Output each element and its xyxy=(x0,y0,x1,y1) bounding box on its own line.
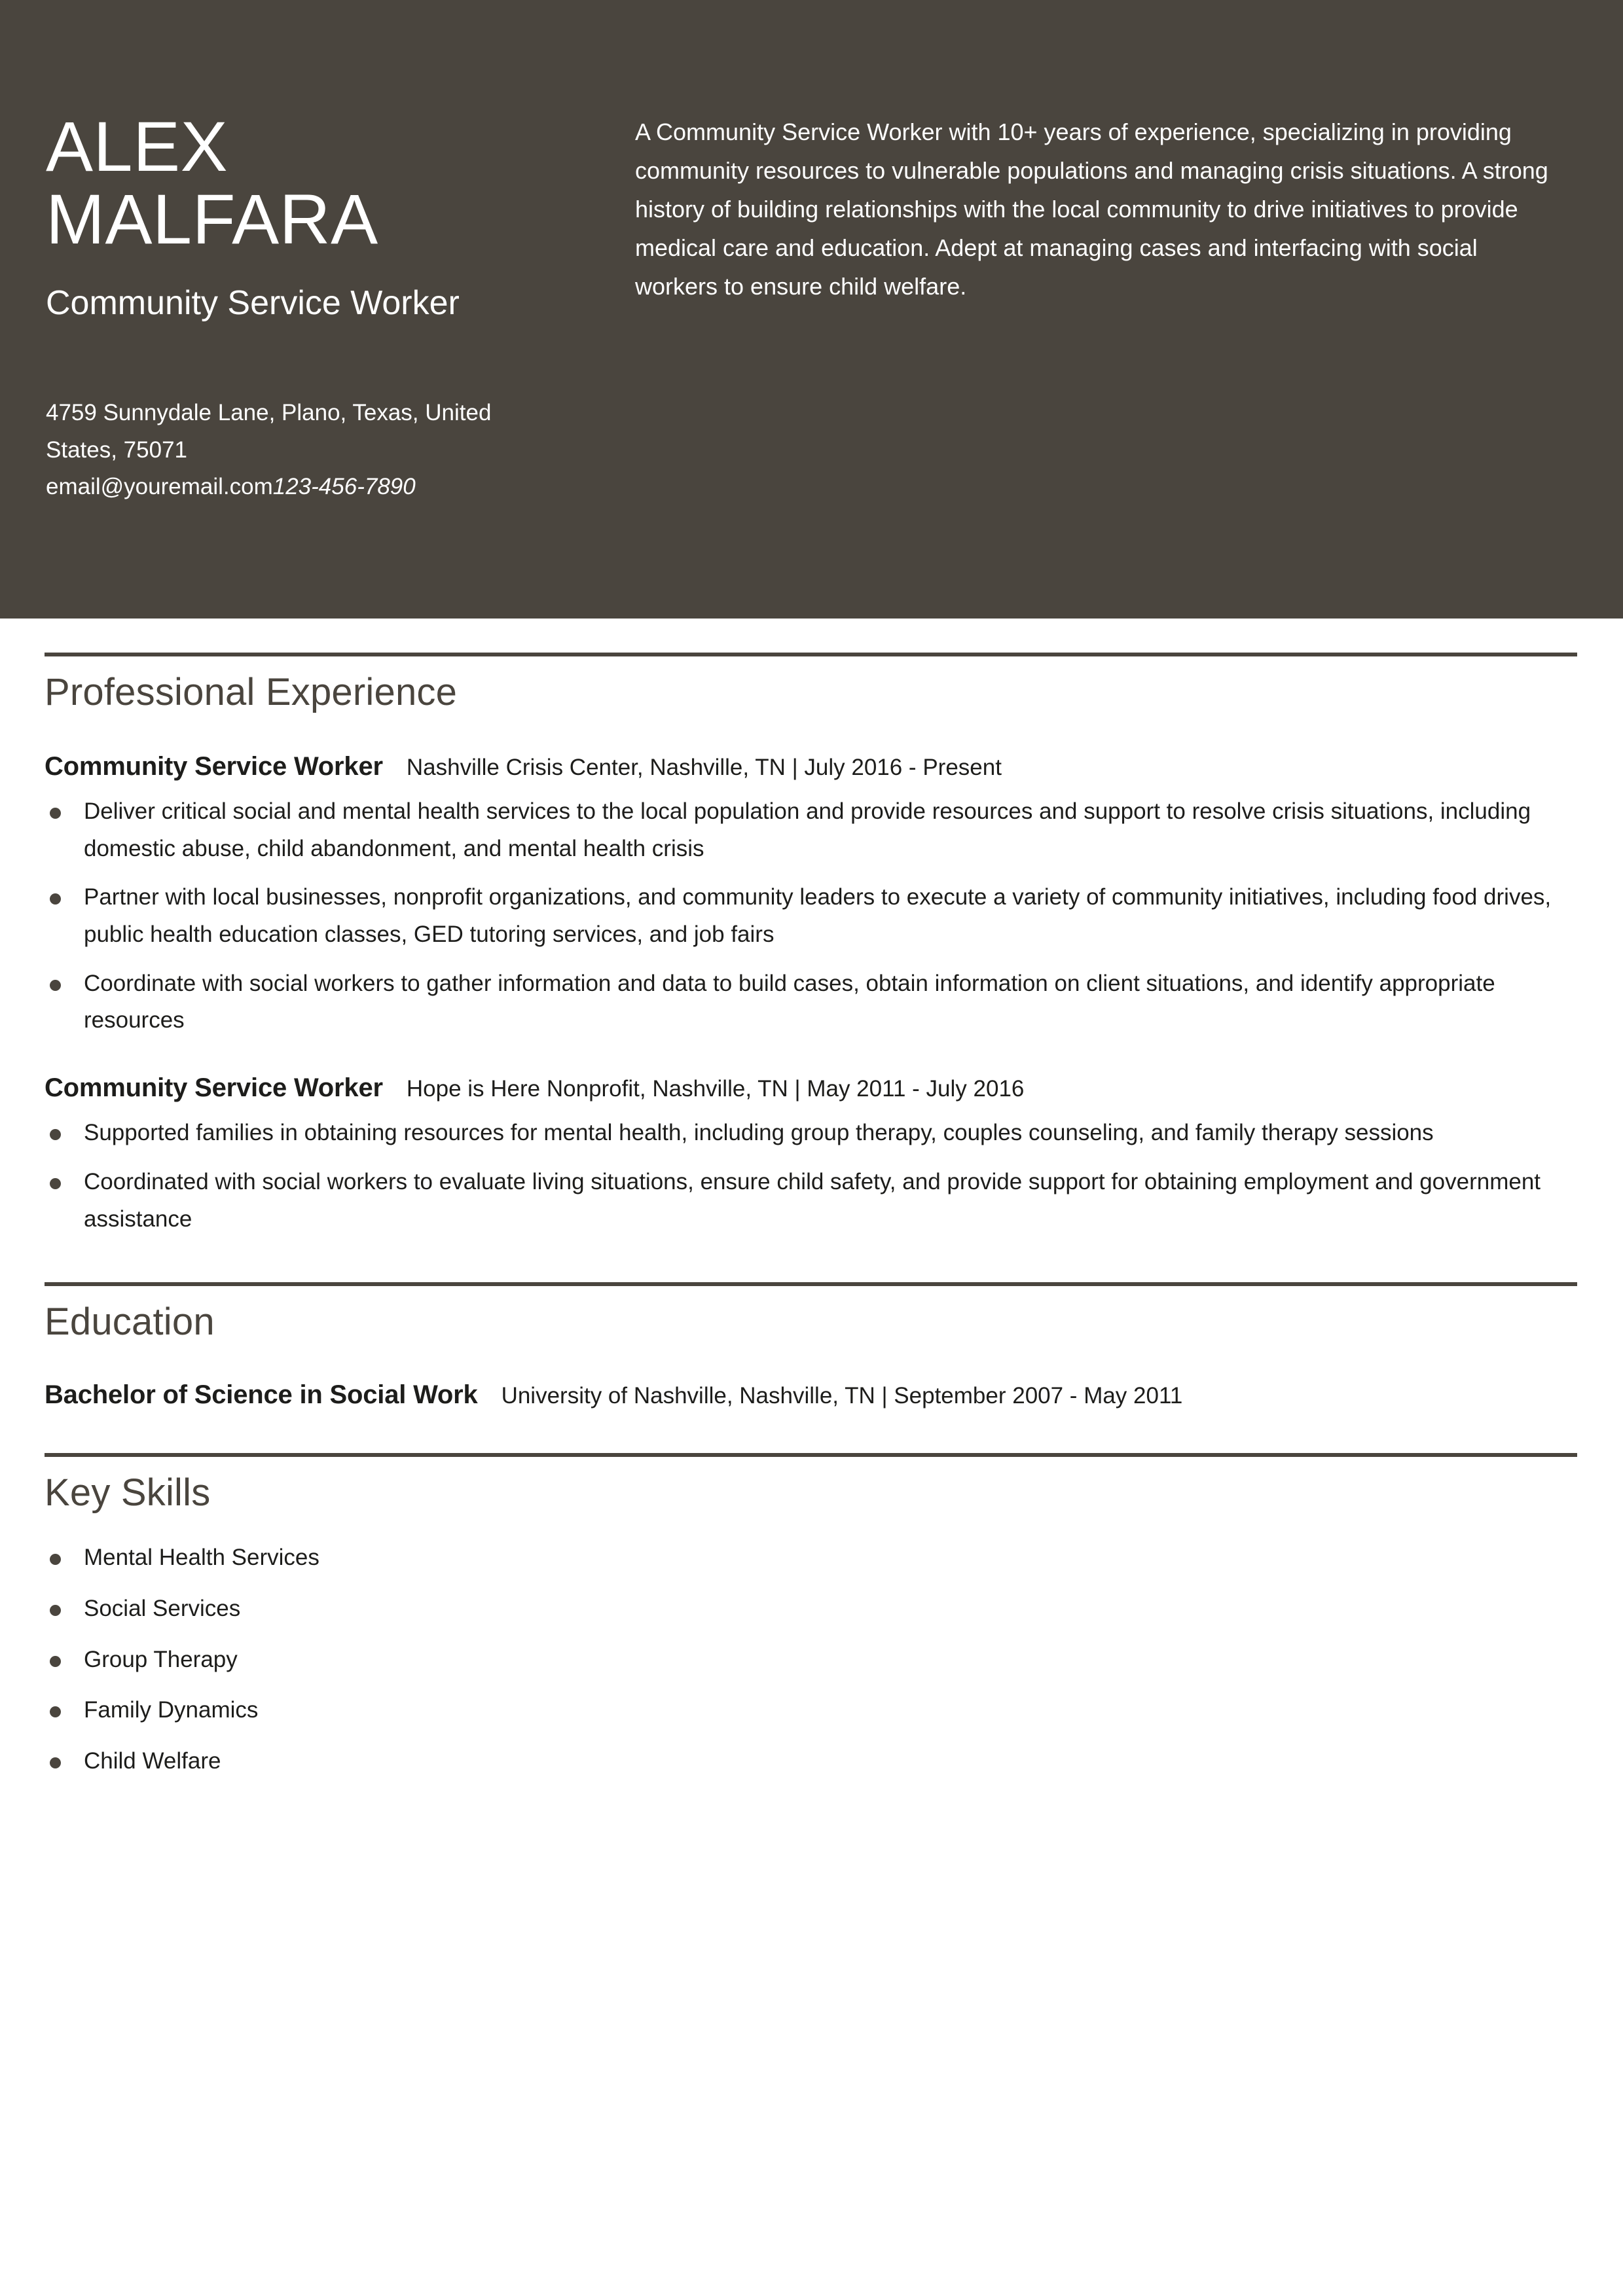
list-item: Mental Health Services xyxy=(45,1539,1577,1577)
last-name: MALFARA xyxy=(46,179,378,259)
experience-role: Community Service Worker xyxy=(45,1073,383,1103)
list-item: Group Therapy xyxy=(45,1641,1577,1679)
section-title-skills: Key Skills xyxy=(45,1471,211,1515)
list-item: Family Dynamics xyxy=(45,1692,1577,1729)
section-education xyxy=(45,1282,1577,1410)
phone-number[interactable]: 123-456-7890 xyxy=(272,474,416,500)
first-name: ALEX xyxy=(46,107,228,186)
list-item: Partner with local businesses, nonprofit organizations, and community leaders to execute a variety of community initiatives, including food drives, public health education classes, GED tutoring services, and job fairs xyxy=(45,879,1577,953)
section-divider xyxy=(45,1453,1577,1457)
experience-entry-header xyxy=(45,1073,1577,1103)
skills-list xyxy=(45,1539,1577,1780)
experience-entry xyxy=(45,1073,1577,1238)
experience-company-dates: Hope is Here Nonprofit, Nashville, TN | May 2011 - July 2016 xyxy=(406,1076,1025,1102)
list-item: Child Welfare xyxy=(45,1743,1577,1780)
contact-details xyxy=(46,395,543,506)
candidate-job-title: Community Service Worker xyxy=(46,284,460,323)
candidate-name xyxy=(46,0,622,259)
education-entry xyxy=(45,1380,1577,1410)
experience-role: Community Service Worker xyxy=(45,752,383,781)
address-line-2: States, 75071 xyxy=(46,437,187,463)
section-divider xyxy=(45,653,1577,656)
summary-text: A Community Service Worker with 10+ years of experience, specializing in providing community resources to vulnerable populations and managing crisis situations. A strong history of building relationships with the local community to drive initiatives to provide medical care and education. Adept at managing cases and interfacing with social workers to ensure child welfare. xyxy=(635,118,1548,300)
list-item: Supported families in obtaining resources for mental health, including group therapy, couples counseling, and family therapy sessions xyxy=(45,1115,1577,1152)
resume-header xyxy=(0,0,1623,619)
list-item: Coordinate with social workers to gather information and data to build cases, obtain information on client situations, and identify appropriate resources xyxy=(45,965,1577,1039)
section-professional-experience xyxy=(45,653,1577,1238)
experience-bullet-list xyxy=(45,1115,1577,1238)
list-item: Deliver critical social and mental health services to the local population and provide resources and support to resolve crisis situations, including domestic abuse, child abandonment, and mental health crisis xyxy=(45,793,1577,867)
section-key-skills xyxy=(45,1453,1577,1780)
experience-bullet-list xyxy=(45,793,1577,1039)
resume-body xyxy=(45,619,1577,1780)
email-phone-line xyxy=(46,469,543,506)
experience-company-dates: Nashville Crisis Center, Nashville, TN | July 2016 - Present xyxy=(406,755,1002,780)
section-title-education: Education xyxy=(45,1300,215,1344)
experience-entry-header xyxy=(45,752,1577,781)
header-identity-block xyxy=(46,0,622,506)
list-item: Coordinated with social workers to evaluate living situations, ensure child safety, and provide support for obtaining employment and government assistance xyxy=(45,1164,1577,1238)
experience-entry xyxy=(45,752,1577,1039)
education-degree: Bachelor of Science in Social Work xyxy=(45,1380,478,1410)
education-school-dates: University of Nashville, Nashville, TN | September 2007 - May 2011 xyxy=(501,1383,1183,1409)
email-address[interactable]: email@youremail.com xyxy=(46,474,273,500)
address-line-1: 4759 Sunnydale Lane, Plano, Texas, United xyxy=(46,399,492,425)
list-item: Social Services xyxy=(45,1590,1577,1628)
education-entry-header xyxy=(45,1380,1577,1410)
section-title-experience: Professional Experience xyxy=(45,671,458,713)
section-divider xyxy=(45,1282,1577,1286)
professional-summary xyxy=(635,113,1565,306)
